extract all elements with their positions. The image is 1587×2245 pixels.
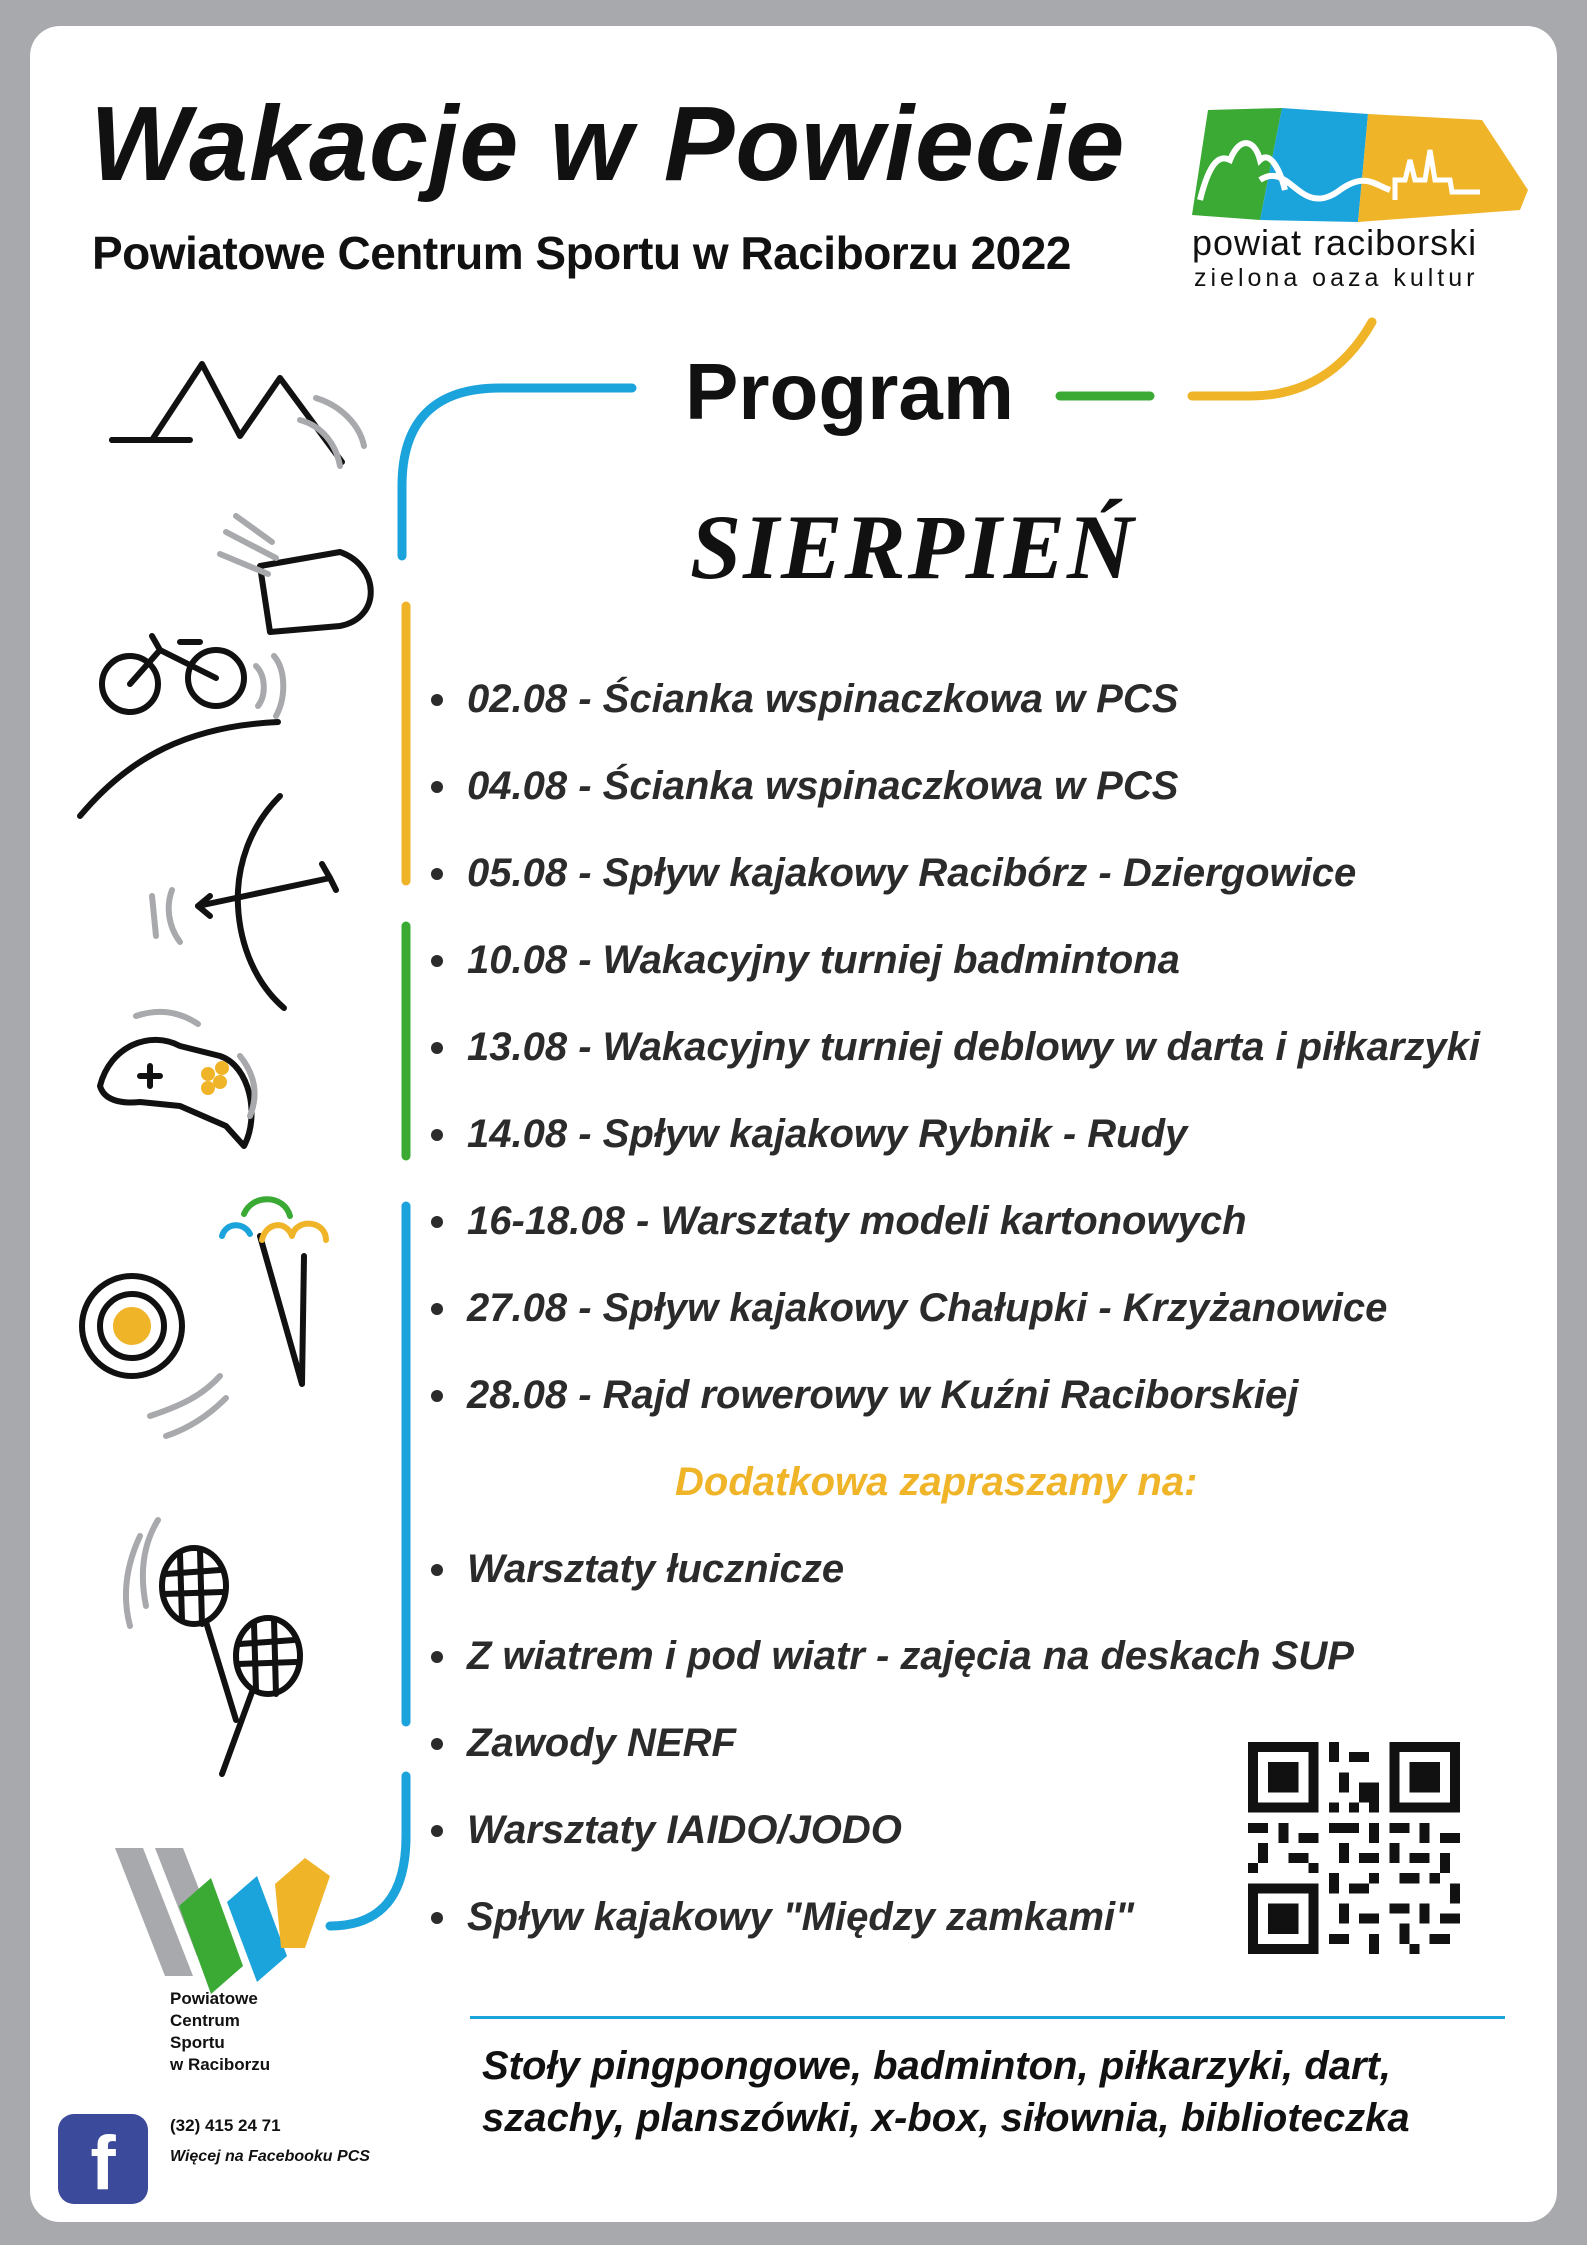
list-item: 14.08 - Spływ kajakowy Rybnik - Rudy <box>425 1091 1480 1178</box>
facilities-line: szachy, planszówki, x-box, siłownia, biblioteczka <box>482 2096 1410 2140</box>
list-item: 28.08 - Rajd rowerowy w Kuźni Raciborskiej <box>425 1352 1480 1439</box>
list-item: Warsztaty IAIDO/JODO <box>425 1787 1480 1874</box>
pcs-name-line: Sportu <box>170 2033 225 2052</box>
facilities-text <box>482 2040 1512 2144</box>
list-item: 02.08 - Ścianka wspinaczkowa w PCS <box>425 656 1480 743</box>
pcs-name <box>170 1988 270 2076</box>
ice-cream-icon <box>222 1199 326 1384</box>
facebook-link-text[interactable]: Więcej na Facebooku PCS <box>170 2148 370 2165</box>
qr-code-icon <box>1248 1742 1460 1954</box>
climbing-hold-icon <box>220 516 371 632</box>
divider <box>470 2016 1505 2019</box>
pcs-name-line: w Raciborzu <box>170 2055 271 2074</box>
badminton-rackets-icon <box>126 1520 300 1774</box>
county-logo-name: powiat raciborski <box>1192 222 1478 263</box>
list-item: 27.08 - Spływ kajakowy Chałupki - Krzyżanowice <box>425 1265 1480 1352</box>
bow-arrow-icon <box>152 796 336 1008</box>
program-heading: Program <box>685 347 1014 436</box>
list-item: 05.08 - Spływ kajakowy Racibórz - Dziergowice <box>425 830 1480 917</box>
county-logo-slogan: zielona oaza kultur <box>1194 264 1479 292</box>
facilities-line: Stoły pingpongowe, badminton, piłkarzyki, dart, <box>482 2044 1391 2088</box>
gamepad-icon <box>100 1012 255 1146</box>
bicycle-icon <box>80 636 283 816</box>
page-subtitle: Powiatowe Centrum Sportu w Raciborzu 2022 <box>92 227 1071 279</box>
poster <box>30 26 1557 2222</box>
sport-icons <box>30 26 410 2026</box>
page-title: Wakacje w Powiecie <box>90 85 1126 203</box>
phone-number: (32) 415 24 71 <box>170 2116 281 2135</box>
list-item: Spływ kajakowy "Między zamkami" <box>425 1874 1480 1961</box>
pcs-name-line: Centrum <box>170 2011 240 2030</box>
list-item: 13.08 - Wakacyjny turniej deblowy w darta i piłkarzyki <box>425 1004 1480 1091</box>
extra-heading: Dodatkowa zapraszamy na: <box>675 1460 1198 1504</box>
list-item: Z wiatrem i pod wiatr - zajęcia na deskach SUP <box>425 1613 1480 1700</box>
target-icon <box>82 1276 226 1436</box>
pcs-name-line: Powiatowe <box>170 1989 258 2008</box>
list-item: Warsztaty łucznicze <box>425 1526 1480 1613</box>
list-item: 10.08 - Wakacyjny turniej badmintona <box>425 917 1480 1004</box>
list-item: 16-18.08 - Warsztaty modeli kartonowych <box>425 1178 1480 1265</box>
pcs-logo <box>115 1836 335 2011</box>
list-item: Zawody NERF <box>425 1700 1480 1787</box>
facebook-icon[interactable]: f <box>58 2114 148 2204</box>
list-item: 04.08 - Ścianka wspinaczkowa w PCS <box>425 743 1480 830</box>
month-heading: SIERPIEŃ <box>690 496 1136 598</box>
mountains-icon <box>112 364 364 466</box>
